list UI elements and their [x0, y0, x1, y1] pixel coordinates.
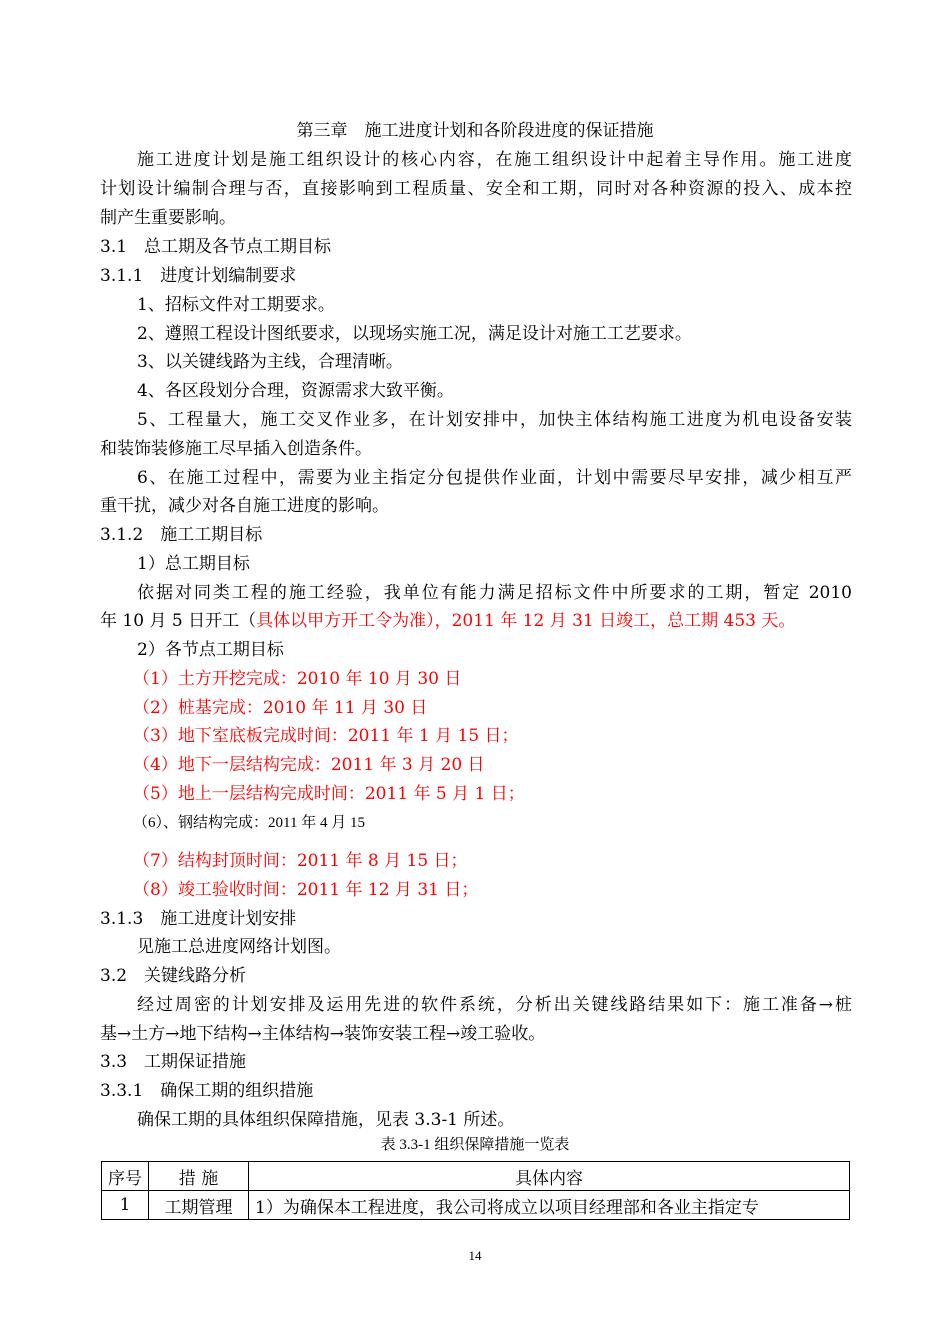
- section-heading-3-3: 3.3 工期保证措施: [100, 1052, 247, 1072]
- critical-path-line-2: 基→土方→地下结构→主体结构→装饰安装工程→竣工验收。: [100, 1024, 546, 1044]
- intro-line-2: 计划设计编制合理与否，直接影响到工程质量、安全和工期，同时对各种资源的投入、成本控: [100, 179, 852, 199]
- intro-line-3: 制产生重要影响。: [100, 208, 236, 228]
- node-targets-heading: 2）各节点工期目标: [137, 640, 284, 660]
- page-number: 14: [468, 1248, 482, 1263]
- node-target-6: （6）、钢结构完成：2011 年 4 月 15: [133, 815, 365, 831]
- table-row: [102, 1191, 850, 1220]
- total-duration-line-1: 依据对同类工程的施工经验，我单位有能力满足招标文件中所要求的工期，暂定 2010: [137, 583, 852, 603]
- node-target-2: （2）桩基完成：2010 年 11 月 30 日: [133, 698, 428, 718]
- requirement-6-line-2: 重干扰，减少对各自施工进度的影响。: [100, 496, 389, 516]
- requirement-2: 2、遵照工程设计图纸要求，以现场实施工况，满足设计对施工工艺要求。: [137, 324, 692, 344]
- total-duration-line-2: [100, 607, 795, 636]
- requirement-6-line-1: 6、在施工过程中，需要为业主指定分包提供作业面，计划中需要尽早安排，减少相互严: [137, 468, 852, 488]
- total-duration-heading: 1）总工期目标: [137, 554, 250, 574]
- node-target-4: （4）地下一层结构完成：2011 年 3 月 20 日: [133, 755, 485, 775]
- requirement-1: 1、招标文件对工期要求。: [137, 295, 335, 315]
- total-duration-start: 年 10 月 5 日开工（: [100, 611, 257, 631]
- section-heading-3-1-1: 3.1.1 进度计划编制要求: [100, 266, 297, 286]
- requirement-3: 3、以关键线路为主线，合理清晰。: [137, 352, 403, 372]
- measures-table: [101, 1161, 850, 1220]
- node-target-8: （8）竣工验收时间：2011 年 12 月 31 日；: [133, 880, 479, 900]
- requirement-5-line-1: 5、工程量大，施工交叉作业多，在计划安排中，加快主体结构施工进度为机电设备安装: [137, 410, 852, 430]
- total-duration-highlight: 具体以甲方开工令为准），2011 年 12 月 31 日竣工，总工期 453 天。: [256, 611, 796, 631]
- table-header-cell: 措 施: [149, 1162, 249, 1191]
- section-heading-3-3-1: 3.3.1 确保工期的组织措施: [100, 1081, 314, 1101]
- node-target-3: （3）地下室底板完成时间：2011 年 1 月 15 日；: [133, 726, 519, 746]
- intro-line-1: 施工进度计划是施工组织设计的核心内容，在施工组织设计中起着主导作用。施工进度: [137, 150, 852, 170]
- table-header-row: [102, 1162, 850, 1191]
- requirement-5-line-2: 和装饰装修施工尽早插入创造条件。: [100, 439, 372, 459]
- table-cell: 工期管理: [149, 1191, 249, 1220]
- node-target-5: （5）地上一层结构完成时间：2011 年 5 月 1 日；: [133, 784, 525, 804]
- requirement-4: 4、各区段划分合理，资源需求大致平衡。: [137, 381, 454, 401]
- section-heading-3-2: 3.2 关键线路分析: [100, 966, 247, 986]
- section-heading-3-1-3: 3.1.3 施工进度计划安排: [100, 909, 297, 929]
- critical-path-line-1: 经过周密的计划安排及运用先进的软件系统，分析出关键线路结果如下：施工准备→桩: [137, 995, 852, 1015]
- section-heading-3-1-2: 3.1.2 施工工期目标: [100, 525, 263, 545]
- table-caption: 表 3.3-1 组织保障措施一览表: [380, 1137, 570, 1153]
- section-heading-3-1: 3.1 总工期及各节点工期目标: [100, 237, 332, 257]
- table-header-cell: 具体内容: [249, 1162, 850, 1191]
- node-target-7: （7）结构封顶时间：2011 年 8 月 15 日；: [133, 851, 468, 871]
- node-target-1: （1）土方开挖完成：2010 年 10 月 30 日: [133, 669, 462, 689]
- chapter-title: 第三章 施工进度计划和各阶段进度的保证措施: [296, 121, 654, 141]
- table-header-cell: 序号: [102, 1162, 149, 1191]
- table-cell: 1: [102, 1191, 149, 1220]
- section-3-1-3-text: 见施工总进度网络计划图。: [137, 937, 341, 957]
- table-cell: 1）为确保本工程进度，我公司将成立以项目经理部和各业主指定专: [249, 1191, 850, 1220]
- section-3-3-1-text: 确保工期的具体组织保障措施，见表 3.3-1 所述。: [137, 1110, 515, 1130]
